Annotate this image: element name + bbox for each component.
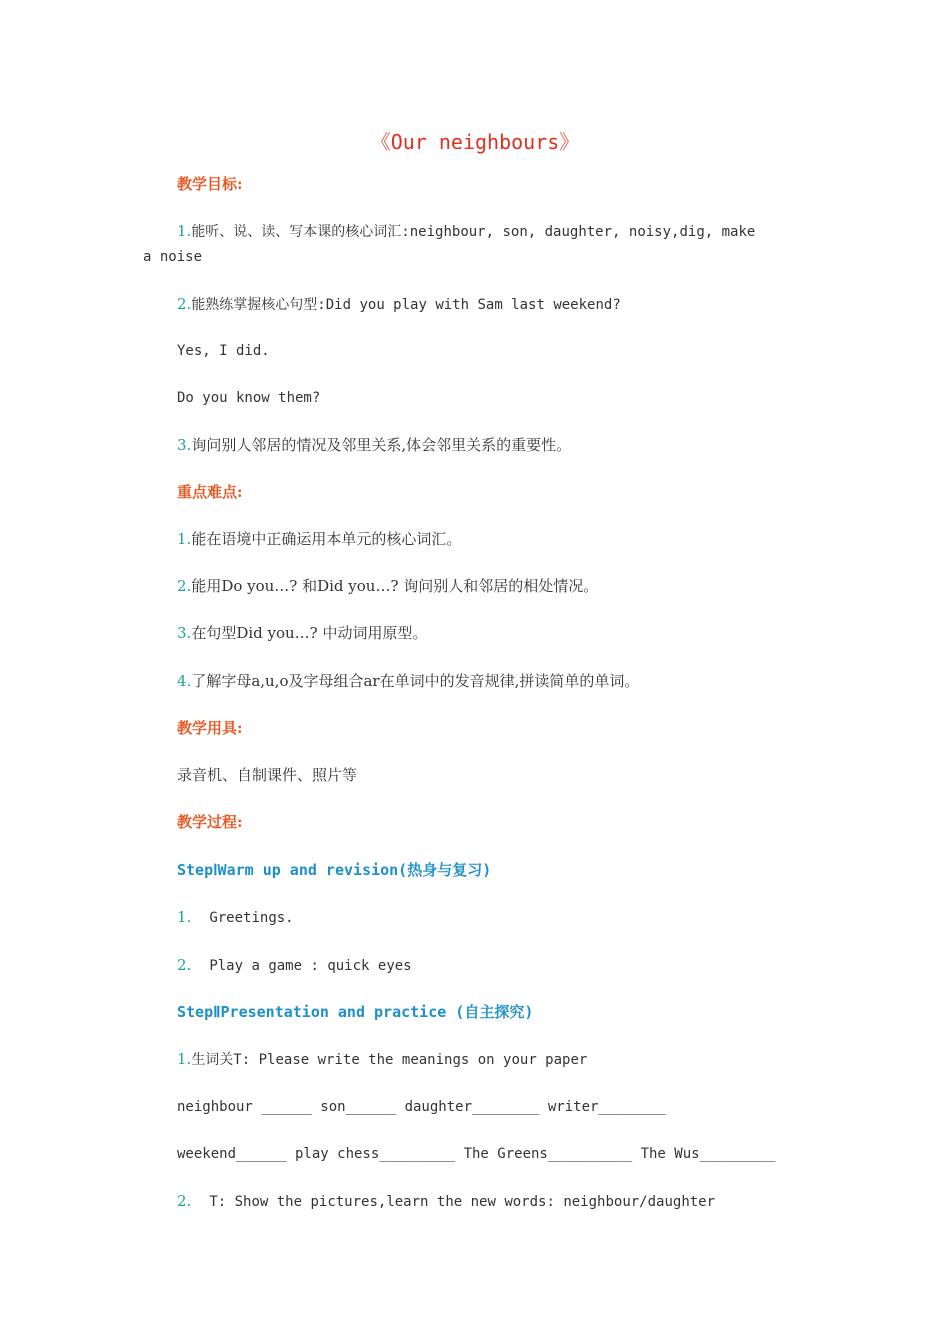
goal-item-3 [177,435,571,455]
key-point-3-number: 3. [177,624,192,642]
step-1-item-2-text: Play a game : quick eyes [209,958,412,974]
heading-process: 教学过程: [177,813,243,831]
goal-item-2 [177,294,621,315]
heading-tools: 教学用具: [177,719,243,737]
step-1-item-1-number: 1. [177,908,192,926]
goal-item-3-number: 3. [177,436,192,454]
step-1-title: StepⅠWarm up and revision(热身与复习) [177,861,492,879]
step-2-item-1-text: 生词关T: Please write the meanings on your paper [191,1052,588,1068]
step-2-item-2-text: T: Show the pictures,learn the new words: neighbour/daughter [209,1194,716,1210]
heading-goals: 教学目标: [177,175,243,193]
key-point-3 [177,623,427,643]
goal-item-3-text: 询问别人邻居的情况及邻里关系,体会邻里关系的重要性。 [191,436,572,454]
goal-item-2-question: Do you know them? [177,390,321,406]
key-point-4-number: 4. [177,672,192,690]
goal-item-2-text: 能熟练掌握核心句型:Did you play with Sam last weekend? [191,297,621,313]
step-2-title: StepⅡPresentation and practice (自主探究) [177,1003,534,1021]
goal-item-2-answer: Yes, I did. [177,343,270,359]
step-1-item-2-number: 2. [177,956,192,974]
key-point-4 [177,671,639,691]
vocab-line-1: neighbour ______ son______ daughter________ writer________ [177,1099,666,1115]
step-1-item-1-text: Greetings. [209,910,294,926]
tools-text: 录音机、自制课件、照片等 [177,766,358,784]
key-point-1 [177,529,461,549]
step-2-item-2 [177,1191,715,1212]
goal-item-1-text: 能听、说、读、写本课的核心词汇:neighbour, son, daughter, noisy,dig, make [191,224,756,240]
key-point-1-text: 能在语境中正确运用本单元的核心词汇。 [191,530,462,548]
goal-item-1-number: 1. [177,222,192,240]
goal-item-2-number: 2. [177,295,192,313]
key-point-2 [177,576,598,596]
step-2-item-1 [177,1049,587,1070]
key-point-4-text: 了解字母a,u,o及字母组合ar在单词中的发音规律,拼读简单的单词。 [191,672,640,690]
key-point-3-text: 在句型Did you…? 中动词用原型。 [191,624,428,642]
step-2-item-1-number: 1. [177,1050,192,1068]
step-1-item-1 [177,907,294,928]
goal-item-1 [177,221,755,242]
key-point-2-number: 2. [177,577,192,595]
key-point-2-text: 能用Do you…? 和Did you…? 询问别人和邻居的相处情况。 [191,577,599,595]
goal-item-1-continued: a noise [143,249,203,265]
vocab-line-2: weekend______ play chess_________ The Greens__________ The Wus_________ [177,1146,776,1162]
document-title: 《Our neighbours》 [370,130,580,154]
step-1-item-2 [177,955,412,976]
heading-key-points: 重点难点: [177,483,243,501]
key-point-1-number: 1. [177,530,192,548]
step-2-item-2-number: 2. [177,1192,192,1210]
